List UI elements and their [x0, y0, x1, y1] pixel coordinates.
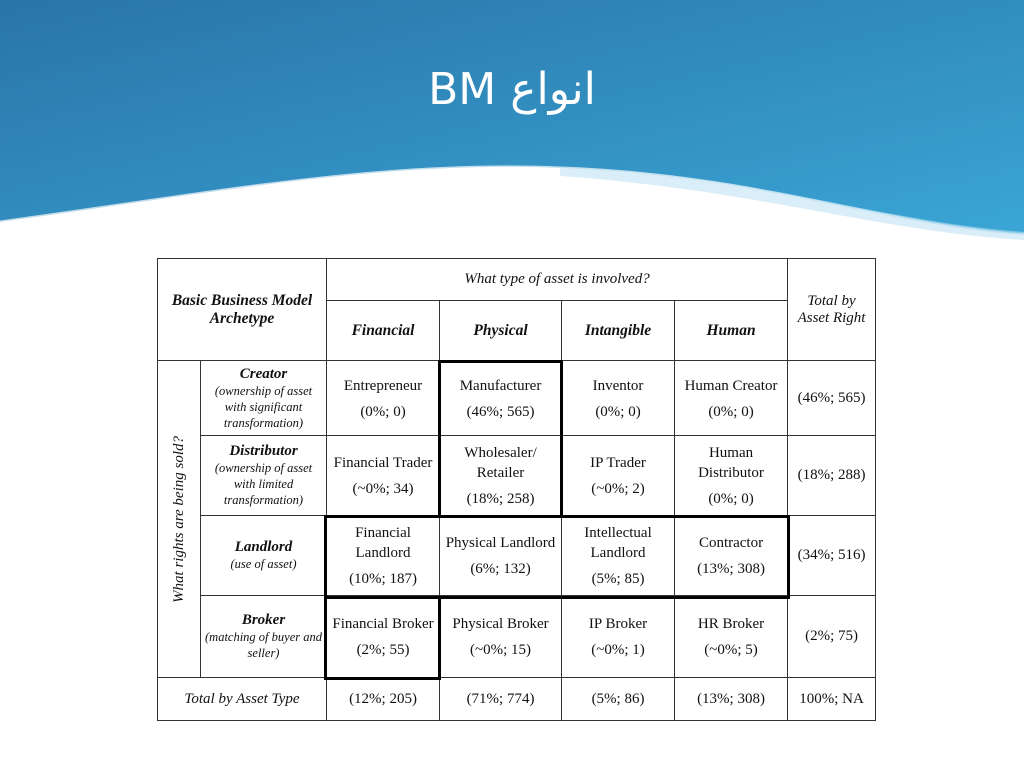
row-header-creator: [201, 361, 327, 436]
cell-value: (~0%; 2): [591, 481, 645, 497]
col-header-financial: Financial: [327, 301, 440, 361]
cell-name: Wholesaler/ Retailer: [464, 445, 537, 481]
total-type-intangible: (5%; 86): [562, 678, 675, 721]
cell-value: (46%; 565): [466, 403, 535, 420]
row-name: Landlord: [234, 539, 293, 555]
cell-broker-physical: [440, 596, 562, 678]
cell-value: (0%; 0): [708, 491, 754, 507]
cell-creator-physical: [440, 361, 562, 436]
cell-value: (2%; 55): [356, 642, 410, 658]
cell-name: Manufacturer: [459, 377, 542, 394]
row-desc: (ownership of asset with limited transformation): [214, 461, 313, 507]
row-header-distributor: [201, 436, 327, 516]
cell-value: (6%; 132): [470, 561, 531, 577]
cell-value: (~0%; 1): [591, 642, 645, 658]
cell-name: Human Distributor: [698, 445, 764, 481]
cell-value: (18%; 258): [466, 491, 535, 507]
slide-title: BM انواع: [428, 64, 596, 115]
cell-value: (13%; 308): [697, 561, 765, 577]
row-header-landlord: [201, 516, 327, 596]
cell-distributor-financial: [327, 436, 440, 516]
cell-value: (0%; 0): [595, 403, 641, 420]
total-type-financial: (12%; 205): [327, 678, 440, 721]
cell-broker-financial: [327, 596, 440, 678]
cell-name: IP Broker: [588, 616, 648, 632]
cell-name: Physical Broker: [452, 616, 549, 632]
cell-value: (~0%; 5): [704, 642, 758, 658]
rights-question-cell: [158, 361, 201, 678]
cell-name: IP Trader: [590, 455, 646, 471]
cell-name: Intellectual Landlord: [584, 525, 652, 561]
asset-question-header: What type of asset is involved?: [327, 259, 788, 301]
row-desc: (matching of buyer and seller): [205, 630, 322, 660]
cell-name: Financial Trader: [333, 455, 433, 471]
cell-landlord-human: [675, 516, 788, 596]
total-type-human: (13%; 308): [675, 678, 788, 721]
row-name: Distributor: [229, 443, 298, 459]
cell-landlord-intangible: [562, 516, 675, 596]
cell-distributor-physical: [440, 436, 562, 516]
col-header-human: Human: [675, 301, 788, 361]
total-distributor: (18%; 288): [788, 436, 876, 516]
total-landlord: (34%; 516): [788, 516, 876, 596]
business-model-table: [157, 258, 876, 721]
total-broker: (2%; 75): [788, 596, 876, 678]
cell-creator-financial: [327, 361, 440, 436]
cell-value: (~0%; 34): [352, 481, 414, 497]
cell-name: Contractor: [698, 535, 764, 551]
cell-name: Financial Broker: [332, 616, 434, 632]
total-by-right-header: Total by Asset Right: [788, 259, 876, 361]
col-header-intangible: Intangible: [562, 301, 675, 361]
row-name: Broker: [241, 612, 286, 628]
cell-creator-intangible: [562, 361, 675, 436]
grand-total: 100%; NA: [788, 678, 876, 721]
total-by-type-label: Total by Asset Type: [158, 678, 327, 721]
row-desc: (use of asset): [230, 557, 297, 571]
cell-value: (0%; 0): [360, 403, 406, 420]
total-type-physical: (71%; 774): [440, 678, 562, 721]
cell-value: (10%; 187): [349, 571, 417, 587]
row-name: Creator: [239, 365, 288, 382]
cell-landlord-financial: [327, 516, 440, 596]
total-creator: (46%; 565): [788, 361, 876, 436]
cell-name: HR Broker: [697, 616, 765, 632]
cell-name: Physical Landlord: [445, 535, 556, 551]
cell-value: (0%; 0): [708, 403, 754, 420]
cell-name: Entrepreneur: [343, 377, 423, 394]
cell-value: (5%; 85): [591, 571, 645, 587]
cell-creator-human: [675, 361, 788, 436]
cell-value: (~0%; 15): [470, 642, 532, 658]
title-banner: [0, 0, 1024, 250]
cell-name: Financial Landlord: [355, 525, 411, 561]
col-header-physical: Physical: [440, 301, 562, 361]
row-header-broker: [201, 596, 327, 678]
row-desc: (ownership of asset with significant transformation): [214, 383, 313, 430]
cell-name: Human Creator: [684, 377, 778, 394]
cell-distributor-human: [675, 436, 788, 516]
cell-distributor-intangible: [562, 436, 675, 516]
cell-landlord-physical: [440, 516, 562, 596]
cell-broker-intangible: [562, 596, 675, 678]
corner-header: Basic Business Model Archetype: [158, 259, 327, 361]
rights-question-label: What rights are being sold?: [170, 435, 187, 603]
cell-broker-human: [675, 596, 788, 678]
cell-name: Inventor: [592, 377, 644, 394]
